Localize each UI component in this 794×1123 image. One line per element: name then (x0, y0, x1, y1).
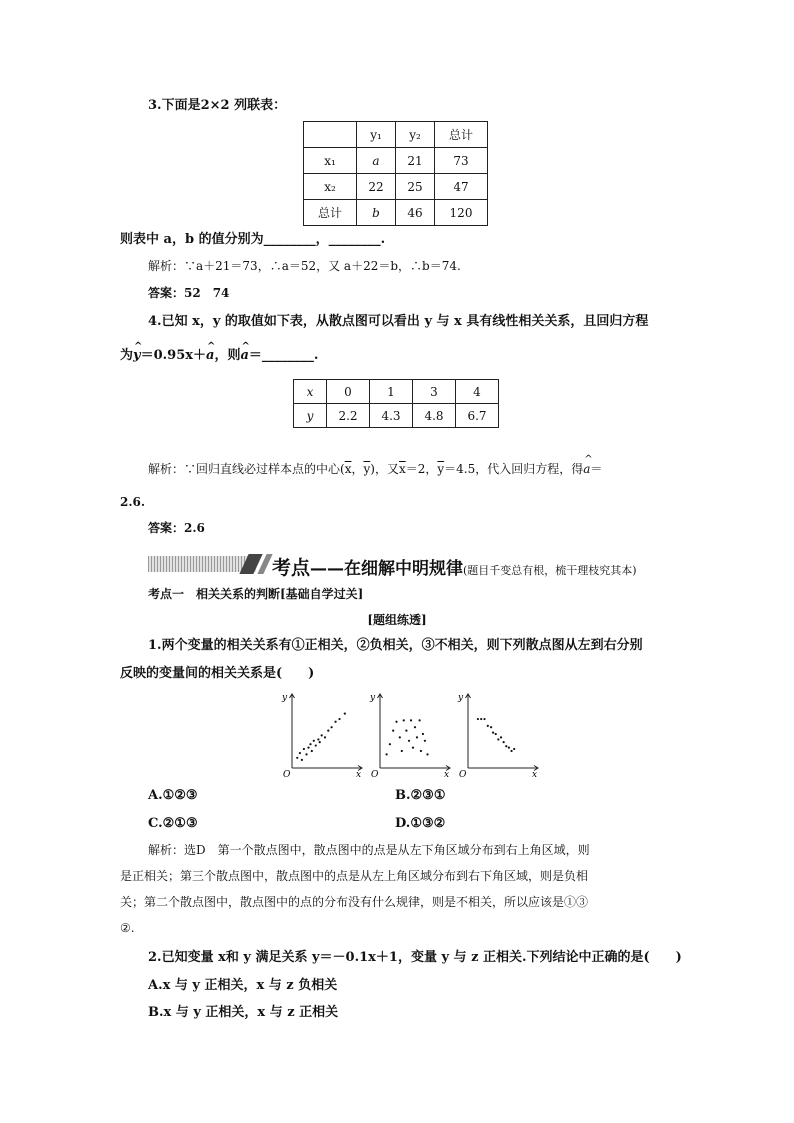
table-cell: 4 (456, 380, 499, 404)
section-subheading: [题组练透] (367, 613, 427, 627)
y-bar-symbol: $\overline{y}$ (363, 462, 371, 476)
a-hat-symbol: ^ a (583, 459, 590, 479)
origin-label: O (459, 770, 467, 778)
q4-value-table (293, 379, 499, 428)
scatter-point (301, 759, 303, 761)
scatter-point (500, 736, 502, 738)
scatter-point (412, 747, 414, 749)
text-span: ＝0.95x＋ (140, 348, 206, 363)
q3-contingency-table (303, 121, 488, 226)
scatter-point (296, 757, 298, 759)
option-a: A.①②③ (148, 788, 198, 803)
scatter-point (334, 721, 336, 723)
table-row (304, 200, 488, 226)
p1-analysis-line1: 解析：选D 第一个散点图中，散点图中的点是从左下角区域分布到右上角区域，则 (148, 843, 590, 857)
q3-question: 则表中 a，b 的值分别为________，________. (120, 232, 386, 247)
table-cell: b (357, 200, 396, 226)
table-cell (304, 122, 357, 148)
table-row (304, 122, 488, 148)
y-bar-symbol: $\overline{y}$ (437, 462, 445, 476)
scatter-point (416, 736, 418, 738)
scatter-point (317, 738, 319, 740)
banner-title (272, 553, 637, 580)
table-cell: 总计 (304, 200, 357, 226)
text-span: 为 (120, 348, 134, 363)
table-cell: 4.8 (413, 404, 456, 428)
scatter-point (319, 741, 321, 743)
scatter-point (303, 748, 305, 750)
text-span: ＝4.5，代入回归方程，得 (444, 462, 584, 476)
scatter-point (386, 753, 388, 755)
scatter-point (399, 736, 401, 738)
y-axis-label: y (458, 693, 464, 703)
scatter-point (299, 752, 301, 754)
q4-stem-line2 (120, 346, 680, 366)
table-row (294, 404, 499, 428)
table-cell: x₁ (304, 148, 357, 174)
table-cell: y₂ (396, 122, 435, 148)
scatter-plot-svg (280, 690, 364, 778)
table-cell: 120 (435, 200, 488, 226)
scatter-point (311, 750, 313, 752)
scatter-point (401, 750, 403, 752)
scatter-point (410, 719, 412, 721)
scatter-point (492, 732, 494, 734)
scatter-point (483, 718, 485, 720)
scatter-point (487, 725, 489, 727)
table-cell: 3 (413, 380, 456, 404)
x-axis-label: x (356, 770, 362, 778)
scatter-point (327, 730, 329, 732)
scatter-point (315, 744, 317, 746)
origin-label: O (371, 770, 379, 778)
scatter-point (503, 741, 505, 743)
p2-stem: 2.已知变量 x和 y 满足关系 y＝－0.1x＋1，变量 y 与 z 正相关.下列结论中正确的是( ) (148, 950, 682, 965)
table-cell: 1 (370, 380, 413, 404)
scatter-point (477, 718, 479, 720)
q4-analysis-line1 (148, 459, 708, 479)
origin-label: O (283, 770, 291, 778)
scatter-point (392, 730, 394, 732)
scatter-point (495, 733, 497, 735)
p1-stem-line1: 1.两个变量的相关关系有①正相关，②负相关，③不相关，则下列散点图从左到右分别 (148, 638, 643, 653)
y-hat-symbol: ^ y (133, 346, 141, 366)
table-cell: y₁ (357, 122, 396, 148)
scatter-point (510, 750, 512, 752)
scatter-point (338, 718, 340, 720)
scatter-plot-1 (280, 690, 364, 778)
table-row (294, 380, 499, 404)
table-cell: 46 (396, 200, 435, 226)
table-cell: 总计 (435, 122, 488, 148)
scatter-plot-3 (456, 690, 540, 778)
scatter-point (480, 718, 482, 720)
scatter-point (307, 747, 309, 749)
scatter-point (408, 740, 410, 742)
text-span: 解析：∵回归直线必过样本点的中心( (148, 462, 345, 476)
banner-hatch-decoration (148, 556, 256, 572)
scatter-plot-svg (456, 690, 540, 778)
table-row (304, 174, 488, 200)
scatter-point (405, 730, 407, 732)
table-cell: y (294, 404, 327, 428)
p1-analysis-line3: 关；第二个散点图中，散点图中的点的分布没有什么规律，则是不相关，所以应该是①③ (120, 895, 589, 909)
q3-analysis: 解析：∵a＋21＝73，∴a＝52，又 a＋22＝b，∴b＝74. (148, 259, 461, 273)
scatter-point (395, 721, 397, 723)
text-span: ＝________. (248, 348, 319, 363)
scatter-point (389, 743, 391, 745)
table-cell: 22 (357, 174, 396, 200)
x-axis-label: x (532, 770, 538, 778)
a-hat-symbol: ^ a (206, 346, 214, 366)
table-cell: 0 (327, 380, 370, 404)
scatter-point (497, 738, 499, 740)
scatter-point (414, 726, 416, 728)
text-span: ＝2， (405, 462, 438, 476)
text-span: )，又 (370, 462, 399, 476)
option-b: B.②③① (395, 788, 446, 803)
q3-answer: 答案：52 74 (148, 286, 230, 300)
table-cell: 47 (435, 174, 488, 200)
q4-answer: 答案：2.6 (148, 521, 205, 535)
p1-analysis-line2: 是正相关；第三个散点图中，散点图中的点是从左上角区域分布到右下角区域，则是负相 (120, 869, 589, 883)
option-d: D.①③② (395, 816, 446, 831)
table-cell: 6.7 (456, 404, 499, 428)
scatter-plot-svg (368, 690, 452, 778)
table-cell: 73 (435, 148, 488, 174)
scatter-point (508, 747, 510, 749)
p1-analysis-line4: ②. (120, 921, 135, 935)
scatter-plot-2 (368, 690, 452, 778)
p2-option-a: A.x 与 y 正相关，x 与 z 负相关 (148, 978, 338, 993)
banner-title-rest: ——在细解中明规律 (310, 559, 464, 579)
scatter-point (505, 745, 507, 747)
table-cell: 2.2 (327, 404, 370, 428)
option-c: C.②①③ (148, 816, 198, 831)
table-row (304, 148, 488, 174)
scatter-point (419, 719, 421, 721)
y-axis-label: y (282, 693, 288, 703)
p1-stem-line2: 反映的变量间的相关关系是( ) (120, 666, 315, 681)
scatter-point (424, 740, 426, 742)
table-cell: x (294, 380, 327, 404)
scatter-point (331, 726, 333, 728)
text-span: ， (351, 462, 364, 476)
scatter-point (513, 748, 515, 750)
banner-subtitle: (题目千变总有根，梳干理枝究其本) (463, 564, 637, 577)
text-span: ，则 (214, 348, 241, 363)
q3-stem: 3.下面是2×2 列联表： (148, 98, 287, 113)
scatter-point (321, 734, 323, 736)
scatter-point (420, 750, 422, 752)
scatter-point (313, 740, 315, 742)
table-cell: a (357, 148, 396, 174)
section-banner (148, 553, 678, 579)
scatter-point (422, 733, 424, 735)
table-cell: 4.3 (370, 404, 413, 428)
x-axis-label: x (444, 770, 450, 778)
table-cell: 25 (396, 174, 435, 200)
scatter-point (324, 736, 326, 738)
section-heading: 考点一 相关关系的判断[基础自学过关] (148, 587, 364, 601)
q4-analysis-line2: 2.6. (120, 495, 146, 509)
p2-option-b: B.x 与 y 正相关，x 与 z 正相关 (148, 1005, 339, 1020)
scatter-point (426, 753, 428, 755)
q4-stem-line1: 4.已知 x，y 的取值如下表，从散点图可以看出 y 与 x 具有线性相关关系，且回归方程 (148, 314, 649, 329)
x-bar-symbol: $\overline{x}$ (398, 462, 406, 476)
scatter-point (344, 713, 346, 715)
text-span: ＝ (590, 462, 603, 476)
banner-title-big: 考点 (272, 557, 311, 579)
scatter-point (309, 743, 311, 745)
table-cell: 21 (396, 148, 435, 174)
scatter-point (490, 726, 492, 728)
scatter-point (403, 719, 405, 721)
scatter-point (305, 753, 307, 755)
x-bar-symbol: $\overline{x}$ (344, 462, 352, 476)
a-hat-symbol: ^ a (240, 346, 248, 366)
table-cell: x₂ (304, 174, 357, 200)
y-axis-label: y (370, 693, 376, 703)
